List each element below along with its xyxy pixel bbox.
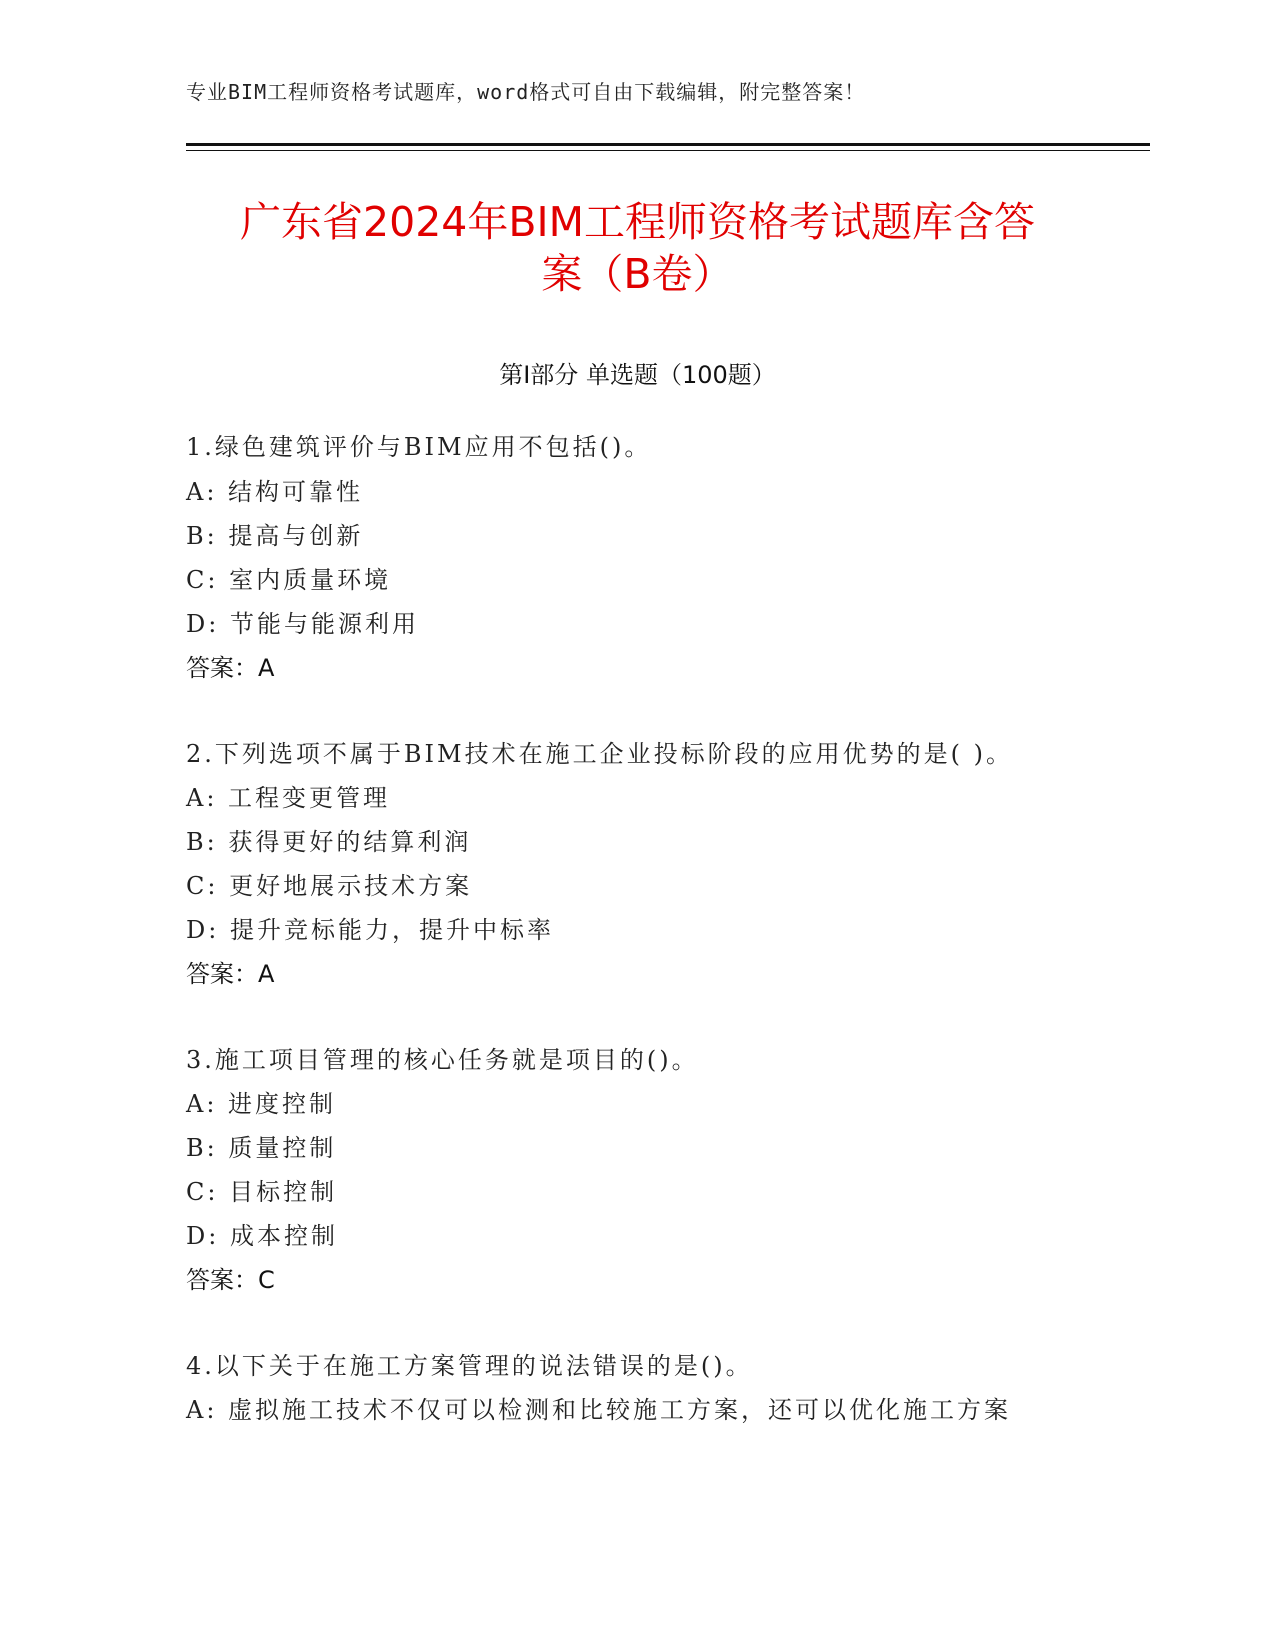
question-1-option-c: C: 室内质量环境 xyxy=(186,566,392,594)
question-1-stem: 1.绿色建筑评价与BIM应用不包括()。 xyxy=(186,433,652,461)
question-2-option-c: C: 更好地展示技术方案 xyxy=(186,872,473,900)
question-3-option-a: A: 进度控制 xyxy=(186,1090,337,1118)
question-1-answer: 答案：A xyxy=(186,654,275,682)
question-2-option-d: D: 提升竞标能力，提升中标率 xyxy=(186,916,554,944)
question-4-stem: 4.以下关于在施工方案管理的说法错误的是()。 xyxy=(186,1352,753,1380)
title-line-2: 案（B卷） xyxy=(541,250,734,298)
header-note: 专业BIM工程师资格考试题库，word格式可自由下载编辑，附完整答案！ xyxy=(186,80,866,104)
question-2-option-a: A: 工程变更管理 xyxy=(186,784,391,812)
question-4-option-a: A: 虚拟施工技术不仅可以检测和比较施工方案，还可以优化施工方案 xyxy=(186,1396,1012,1424)
question-3-answer: 答案：C xyxy=(186,1266,275,1294)
question-2-stem: 2.下列选项不属于BIM技术在施工企业投标阶段的应用优势的是( )。 xyxy=(186,740,1013,768)
question-1-option-a: A: 结构可靠性 xyxy=(186,478,364,506)
question-3-option-b: B: 质量控制 xyxy=(186,1134,337,1162)
document-title xyxy=(150,196,1125,300)
question-1-option-b: B: 提高与创新 xyxy=(186,522,364,550)
header-rule-thin xyxy=(186,150,1150,151)
section-title: 第Ⅰ部分 单选题（100题） xyxy=(499,361,776,389)
question-2-answer: 答案：A xyxy=(186,960,275,988)
question-2-option-b: B: 获得更好的结算利润 xyxy=(186,828,472,856)
question-3-option-c: C: 目标控制 xyxy=(186,1178,338,1206)
question-1-option-d: D: 节能与能源利用 xyxy=(186,610,419,638)
header-rule-thick xyxy=(186,143,1150,146)
question-3-option-d: D: 成本控制 xyxy=(186,1222,338,1250)
title-line-1: 广东省2024年BIM工程师资格考试题库含答 xyxy=(240,198,1035,246)
question-3-stem: 3.施工项目管理的核心任务就是项目的()。 xyxy=(186,1046,699,1074)
